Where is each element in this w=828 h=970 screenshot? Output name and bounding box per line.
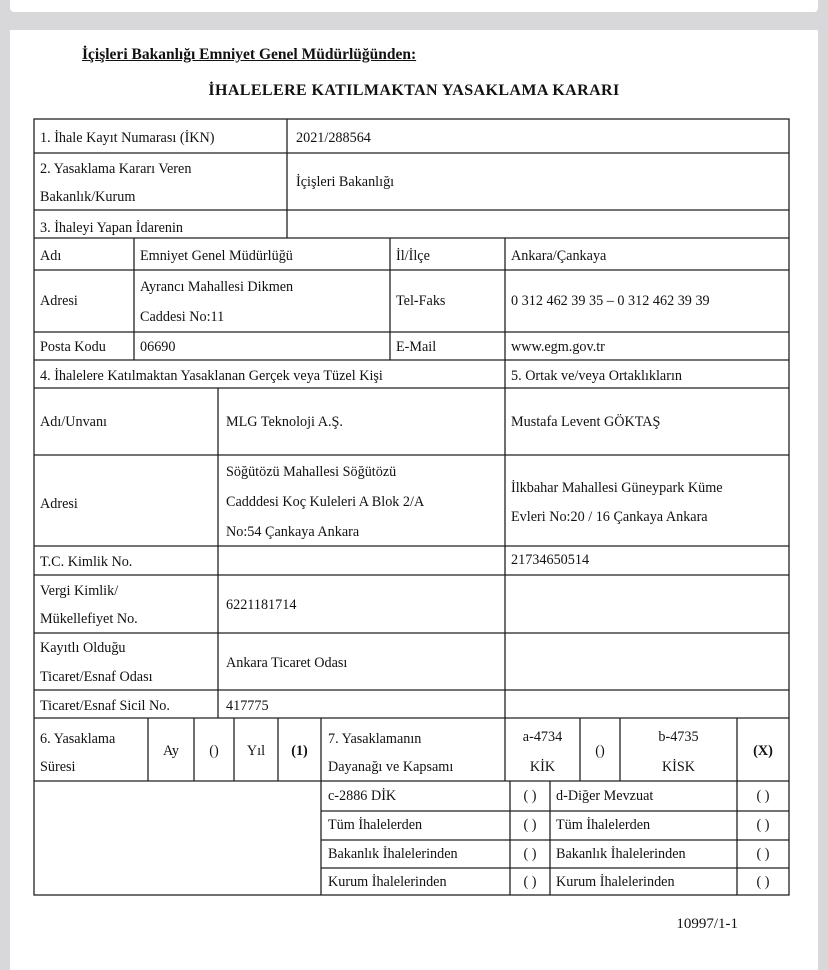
partner-name-value: Mustafa Levent GÖKTAŞ [511,414,661,430]
tax-id-label-line1: Vergi Kimlik/ [40,583,119,599]
law-4734-mark: () [595,743,605,759]
law-4735-line1: b-4735 [658,729,699,745]
scope-row-right-label: d-Diğer Mevzuat [556,788,654,804]
scope-row-left-label: Tüm İhalelerden [328,817,423,833]
authority-address-line2: Caddesi No:11 [140,309,225,325]
law-4734-line2: KİK [529,759,556,775]
phone-label: Tel-Faks [396,293,446,309]
partners-label: 5. Ortak ve/veya Ortaklıkların [511,368,682,384]
basis-label-line1: 7. Yasaklamanın [328,731,422,747]
scope-row-right-mark: ( ) [756,846,770,862]
year-label: Yıl [246,743,266,759]
basis-label-line2: Dayanağı ve Kapsamı [328,759,454,775]
authority-address-line1: Ayrancı Mahallesi Dikmen [140,279,294,295]
registry-value: 417775 [226,698,269,714]
month-value: () [209,743,219,759]
year-value: (1) [291,743,308,759]
entity-title-label: Adı/Unvanı [40,414,107,430]
scope-row-right-mark: ( ) [756,788,770,804]
scope-row-left-label: Bakanlık İhalelerinden [328,846,458,862]
tax-id-value: 6221181714 [226,597,297,613]
partner-address-line2: Evleri No:20 / 16 Çankaya Ankara [511,509,708,525]
entity-address-line1: Söğütözü Mahallesi Söğütözü [226,464,397,480]
postal-code-label: Posta Kodu [40,339,106,355]
ban-duration-label-line1: 6. Yasaklama [40,731,116,747]
entity-address-label: Adresi [40,496,78,512]
tender-authority-label: 3. İhaleyi Yapan İdarenin [40,220,184,236]
entity-address-line3: No:54 Çankaya Ankara [226,524,360,540]
partner-address-line1: İlkbahar Mahallesi Güneypark Küme [511,480,723,496]
month-label: Ay [162,743,180,759]
document-title: İHALELERE KATILMAKTAN YASAKLAMA KARARI [208,82,620,99]
authority-address-label: Adresi [40,293,78,309]
city-label: İl/İlçe [396,248,430,264]
ban-duration-label-line2: Süresi [40,759,76,775]
law-4734-line1: a-4734 [522,729,563,745]
scope-row-left-label: Kurum İhalelerinden [328,874,447,890]
page-reference: 10997/1-1 [676,916,738,932]
chamber-label-line2: Ticaret/Esnaf Odası [40,669,153,685]
law-4735-line2: KİSK [661,759,696,775]
email-label: E-Mail [396,339,437,355]
email-value: www.egm.gov.tr [511,339,605,355]
banned-entity-label: 4. İhalelere Katılmaktan Yasaklanan Gerçek veya Tüzel Kişi [40,368,383,384]
law-4735-mark: (X) [753,743,773,759]
phone-value: 0 312 462 39 35 – 0 312 462 39 39 [511,293,710,309]
scope-row-left-mark: ( ) [523,788,537,804]
chamber-label-line1: Kayıtlı Olduğu [40,640,126,656]
chamber-value: Ankara Ticaret Odası [226,655,348,671]
entity-title-value: MLG Teknoloji A.Ş. [226,414,343,430]
scope-row-right-label: Bakanlık İhalelerinden [556,846,686,862]
scope-row-right-label: Tüm İhalelerden [556,817,651,833]
ministry-label-line1: 2. Yasaklama Kararı Veren [40,161,192,177]
tax-id-label-line2: Mükellefiyet No. [40,611,138,627]
entity-address-line2: Cadddesi Koç Kuleleri A Blok 2/A [226,494,425,510]
registry-label: Ticaret/Esnaf Sicil No. [40,698,170,714]
ikn-value: 2021/288564 [296,130,371,146]
scope-row-left-mark: ( ) [523,874,537,890]
city-value: Ankara/Çankaya [511,248,607,264]
ministry-label-line2: Bakanlık/Kurum [40,189,136,205]
scope-row-right-mark: ( ) [756,817,770,833]
authority-name-value: Emniyet Genel Müdürlüğü [140,248,293,264]
ikn-label: 1. İhale Kayıt Numarası (İKN) [40,130,215,146]
scope-row-left-label: c-2886 DİK [328,788,397,804]
ministry-value: İçişleri Bakanlığı [296,174,395,190]
scope-row-left-mark: ( ) [523,817,537,833]
postal-code-value: 06690 [140,339,176,355]
tc-id-label: T.C. Kimlik No. [40,554,133,570]
scope-row-right-mark: ( ) [756,874,770,890]
scope-row-left-mark: ( ) [523,846,537,862]
authority-name-label: Adı [40,248,62,264]
institution-heading: İçişleri Bakanlığı Emniyet Genel Müdürlüğünden: [82,46,417,63]
scope-row-right-label: Kurum İhalelerinden [556,874,675,890]
tc-id-value: 21734650514 [511,552,590,568]
